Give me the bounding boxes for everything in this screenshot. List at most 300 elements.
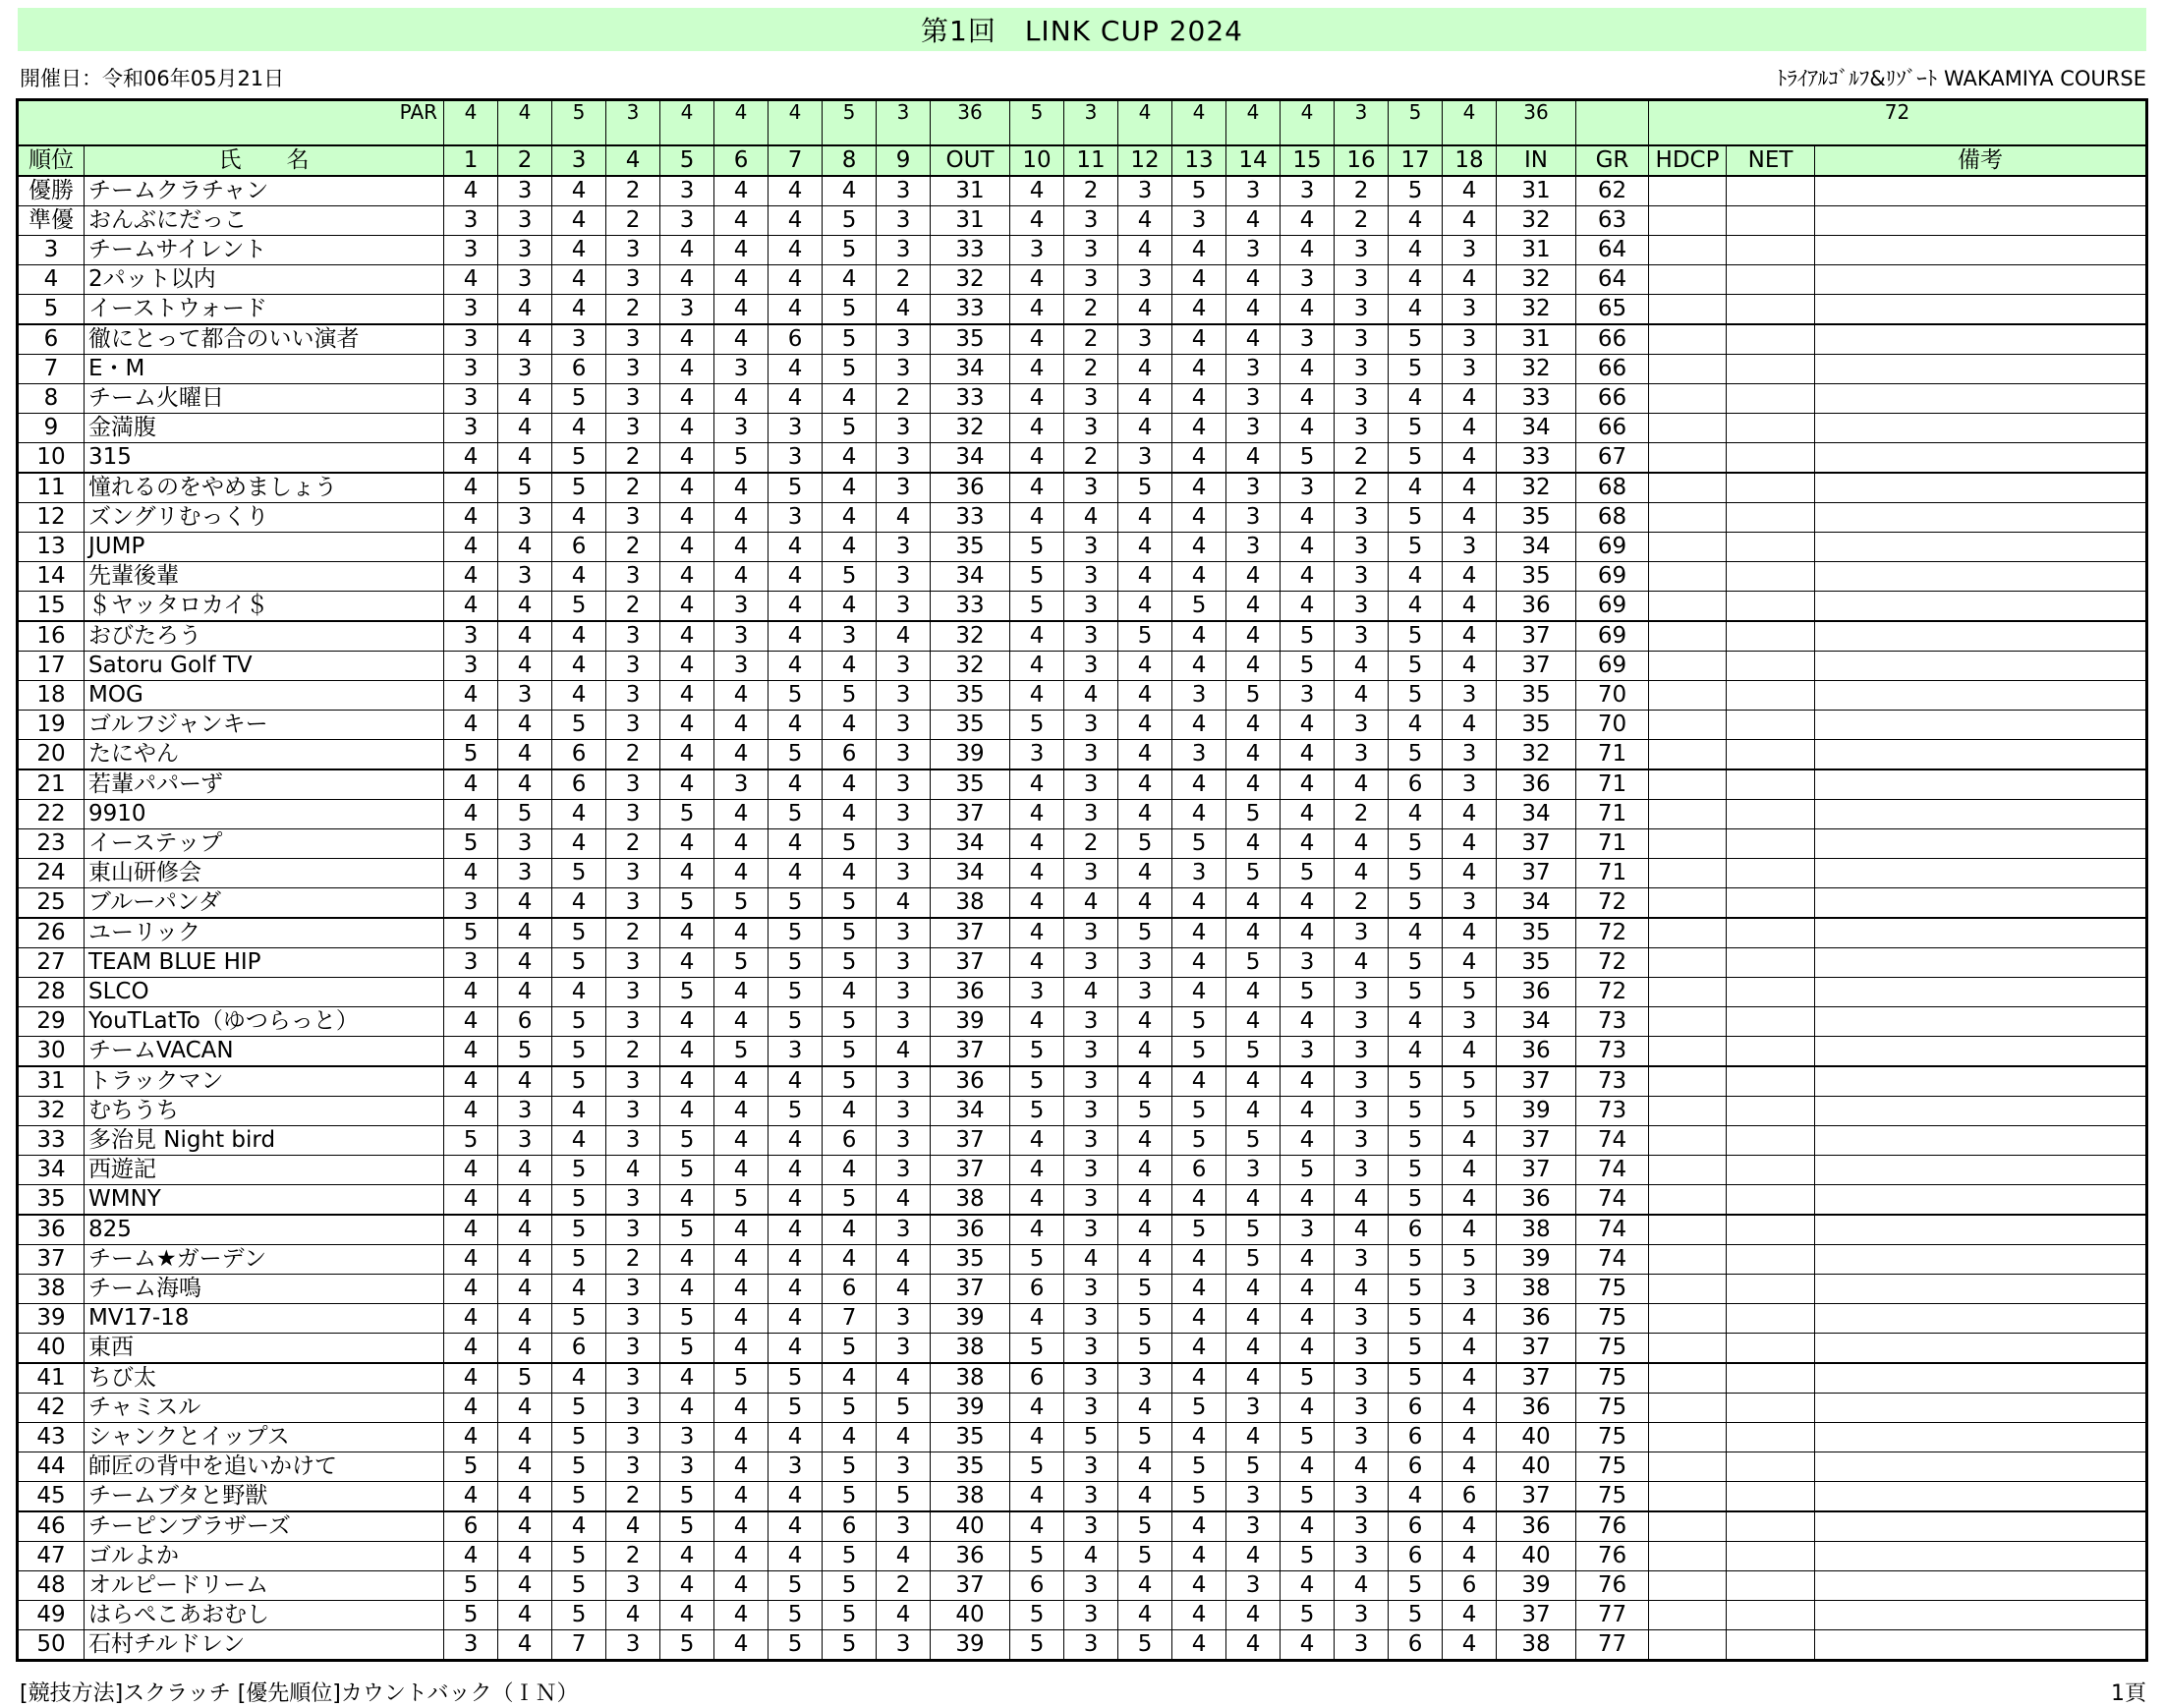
hole-score: 4	[714, 1304, 769, 1334]
hole-score: 5	[1172, 829, 1226, 859]
hole-score: 3	[877, 1215, 931, 1245]
hole-score: 3	[1226, 1511, 1281, 1542]
gross-total: 66	[1576, 355, 1649, 384]
rank-cell: 4	[18, 265, 85, 295]
out-total: 35	[931, 533, 1010, 562]
hole-score: 3	[1064, 769, 1118, 800]
hole-score: 4	[877, 888, 931, 919]
rank-cell: 34	[18, 1156, 85, 1185]
hole-score: 5	[1389, 1156, 1443, 1185]
hole-score: 5	[877, 1482, 931, 1512]
name-cell: ブルーパンダ	[85, 888, 444, 919]
hole-score: 3	[1064, 1066, 1118, 1097]
net-cell	[1727, 265, 1815, 295]
hole-score: 5	[1010, 533, 1064, 562]
hole-score: 4	[1064, 503, 1118, 533]
hdcp-cell	[1649, 176, 1727, 206]
in-total: 35	[1497, 681, 1576, 711]
par-hole-4: 3	[606, 100, 660, 146]
net-cell	[1727, 1482, 1815, 1512]
hole-score: 3	[606, 800, 660, 829]
note-cell	[1815, 1363, 2147, 1394]
out-total: 40	[931, 1511, 1010, 1542]
hole-score: 5	[660, 888, 714, 919]
hole-score: 4	[1172, 948, 1226, 978]
hole-score: 3	[444, 324, 498, 355]
hole-score: 3	[1064, 1363, 1118, 1394]
out-total: 40	[931, 1601, 1010, 1630]
hole-score: 4	[660, 1542, 714, 1571]
score-table	[16, 98, 2148, 1662]
hole-score: 5	[1281, 1156, 1335, 1185]
hole-score: 5	[1172, 1215, 1226, 1245]
hole-score: 3	[444, 888, 498, 919]
out-total: 33	[931, 295, 1010, 325]
hole-score: 3	[1335, 1334, 1389, 1364]
hole-score: 4	[714, 176, 769, 206]
hole-score: 4	[1281, 592, 1335, 622]
hole-score: 3	[1443, 740, 1497, 770]
hole-score: 5	[552, 1185, 606, 1216]
note-cell	[1815, 533, 2147, 562]
hole-score: 5	[1389, 176, 1443, 206]
hole-score: 6	[769, 324, 823, 355]
table-row	[18, 740, 2147, 770]
hole-score: 4	[1064, 1542, 1118, 1571]
table-row	[18, 1156, 2147, 1185]
gross-total: 63	[1576, 206, 1649, 236]
rank-cell: 49	[18, 1601, 85, 1630]
hole-score: 4	[1172, 769, 1226, 800]
hole-score: 3	[1281, 176, 1335, 206]
out-total: 32	[931, 414, 1010, 443]
hole-score: 4	[1443, 206, 1497, 236]
name-cell: TEAM BLUE HIP	[85, 948, 444, 978]
hole-score: 5	[1389, 888, 1443, 919]
table-row	[18, 443, 2147, 474]
hole-score: 4	[1172, 384, 1226, 414]
hole-score: 3	[444, 1630, 498, 1661]
hole-score: 3	[606, 236, 660, 265]
hole-score: 4	[1226, 740, 1281, 770]
in-total: 37	[1497, 1601, 1576, 1630]
note-cell	[1815, 1571, 2147, 1601]
hole-score: 3	[1335, 384, 1389, 414]
hole-score: 3	[498, 829, 552, 859]
hole-score: 3	[660, 176, 714, 206]
hole-score: 3	[877, 740, 931, 770]
hole-score: 5	[1010, 1452, 1064, 1482]
hole-score: 3	[1064, 562, 1118, 592]
rank-cell: 15	[18, 592, 85, 622]
hole-score: 3	[606, 769, 660, 800]
hole-score: 3	[1118, 324, 1172, 355]
hole-score: 4	[444, 562, 498, 592]
hole-score: 5	[444, 829, 498, 859]
hole-score: 4	[769, 1334, 823, 1364]
hole-score: 4	[1118, 1245, 1172, 1275]
hole-score: 6	[1389, 1423, 1443, 1452]
hole-score: 2	[606, 1482, 660, 1512]
gross-total: 75	[1576, 1363, 1649, 1394]
hole-score: 4	[1172, 1423, 1226, 1452]
hole-score: 4	[1010, 621, 1064, 652]
net-cell	[1727, 1304, 1815, 1334]
hole-score: 4	[444, 1007, 498, 1037]
hole-score: 5	[1389, 1245, 1443, 1275]
table-row	[18, 859, 2147, 888]
hole-score: 4	[1226, 1542, 1281, 1571]
hole-score: 4	[1281, 711, 1335, 740]
gross-total: 75	[1576, 1304, 1649, 1334]
hole-score: 5	[1172, 1007, 1226, 1037]
hole-score: 4	[823, 265, 877, 295]
hole-score: 5	[1226, 800, 1281, 829]
hole-score: 5	[444, 1571, 498, 1601]
hole-score: 4	[1281, 740, 1335, 770]
hole-score: 5	[552, 443, 606, 474]
hole-score: 3	[1118, 265, 1172, 295]
hole-score: 4	[1281, 1007, 1335, 1037]
hole-score: 3	[877, 800, 931, 829]
hole-score: 3	[1443, 295, 1497, 325]
hole-score: 3	[1226, 414, 1281, 443]
hole-score: 5	[1389, 1363, 1443, 1394]
hole-score: 4	[552, 1275, 606, 1304]
table-row	[18, 1601, 2147, 1630]
hole-score: 3	[877, 978, 931, 1007]
in-total: 34	[1497, 888, 1576, 919]
hole-score: 3	[1335, 740, 1389, 770]
hole-score: 5	[769, 1394, 823, 1423]
hole-score: 2	[606, 740, 660, 770]
hole-score: 4	[1118, 206, 1172, 236]
hole-score: 4	[877, 1275, 931, 1304]
hole-score: 4	[1443, 384, 1497, 414]
hole-score: 3	[1064, 1097, 1118, 1126]
hole-score: 5	[552, 859, 606, 888]
hole-score: 3	[1064, 1007, 1118, 1037]
in-total: 36	[1497, 1511, 1576, 1542]
table-row	[18, 681, 2147, 711]
hole-score: 4	[552, 265, 606, 295]
hole-score: 4	[769, 1245, 823, 1275]
hole-score: 3	[877, 711, 931, 740]
hole-score: 4	[769, 1275, 823, 1304]
gross-total: 75	[1576, 1482, 1649, 1512]
hole-score: 3	[1064, 1571, 1118, 1601]
hdcp-cell	[1649, 414, 1727, 443]
hole-score: 4	[1281, 1394, 1335, 1423]
hole-score: 3	[498, 265, 552, 295]
hole-score: 3	[1064, 473, 1118, 503]
hdcp-cell	[1649, 592, 1727, 622]
hole-score: 4	[660, 681, 714, 711]
hole-score: 3	[1064, 1334, 1118, 1364]
par-hole-3: 5	[552, 100, 606, 146]
hole-score: 2	[1064, 176, 1118, 206]
hole-score: 5	[1226, 948, 1281, 978]
hole-score: 4	[769, 1304, 823, 1334]
hole-score: 4	[498, 978, 552, 1007]
hole-score: 4	[444, 1304, 498, 1334]
hole-score: 3	[769, 1037, 823, 1067]
hole-score: 4	[714, 503, 769, 533]
hole-score: 4	[1010, 265, 1064, 295]
hdcp-cell	[1649, 206, 1727, 236]
rank-cell: 26	[18, 918, 85, 948]
hole-score: 5	[823, 918, 877, 948]
gross-total: 76	[1576, 1542, 1649, 1571]
gross-total: 69	[1576, 592, 1649, 622]
net-cell	[1727, 1571, 1815, 1601]
in-total: 35	[1497, 948, 1576, 978]
gross-total: 73	[1576, 1097, 1649, 1126]
hole-score: 4	[877, 621, 931, 652]
hole-score: 4	[1226, 324, 1281, 355]
rank-cell: 50	[18, 1630, 85, 1661]
hole-score: 4	[714, 206, 769, 236]
hole-score: 5	[444, 1601, 498, 1630]
rank-cell: 33	[18, 1126, 85, 1156]
hole-score: 4	[660, 859, 714, 888]
table-row	[18, 1097, 2147, 1126]
hole-score: 3	[1335, 236, 1389, 265]
hole-score: 4	[444, 265, 498, 295]
hole-score: 3	[1064, 1482, 1118, 1512]
hole-score: 4	[1281, 1571, 1335, 1601]
hdcp-cell	[1649, 652, 1727, 681]
hole-score: 3	[1335, 711, 1389, 740]
hole-score: 3	[1064, 1304, 1118, 1334]
hole-score: 4	[1172, 1571, 1226, 1601]
table-row	[18, 592, 2147, 622]
hole-score: 4	[660, 1363, 714, 1394]
hole-score: 3	[877, 533, 931, 562]
rank-cell: 24	[18, 859, 85, 888]
hole-score: 4	[444, 859, 498, 888]
hole-score: 3	[1118, 443, 1172, 474]
net-cell	[1727, 1097, 1815, 1126]
hole-score: 3	[1443, 1275, 1497, 1304]
hole-score: 3	[1064, 859, 1118, 888]
hole-score: 4	[1443, 1542, 1497, 1571]
gross-total: 72	[1576, 978, 1649, 1007]
rank-cell: 17	[18, 652, 85, 681]
hole-score: 5	[1281, 978, 1335, 1007]
hole-score: 3	[1335, 1394, 1389, 1423]
hole-score: 4	[823, 176, 877, 206]
hole-score: 4	[1118, 1037, 1172, 1067]
hole-score: 4	[769, 769, 823, 800]
table-row	[18, 1304, 2147, 1334]
header-hole-10: 10	[1010, 145, 1064, 176]
hole-score: 4	[1281, 829, 1335, 859]
hole-score: 3	[1281, 473, 1335, 503]
hole-score: 4	[552, 888, 606, 919]
par-hole-7: 4	[769, 100, 823, 146]
note-cell	[1815, 1007, 2147, 1037]
page-number: 1頁	[2111, 1681, 2146, 1706]
hole-score: 3	[1010, 236, 1064, 265]
hole-score: 4	[1172, 562, 1226, 592]
hole-score: 4	[1010, 1007, 1064, 1037]
gross-total: 62	[1576, 176, 1649, 206]
hole-score: 2	[606, 1037, 660, 1067]
hole-score: 3	[1443, 888, 1497, 919]
out-total: 34	[931, 562, 1010, 592]
hole-score: 4	[1010, 888, 1064, 919]
hole-score: 6	[1443, 1571, 1497, 1601]
hole-score: 4	[498, 1304, 552, 1334]
net-cell	[1727, 1275, 1815, 1304]
out-total: 36	[931, 473, 1010, 503]
hole-score: 4	[660, 769, 714, 800]
hole-score: 4	[1281, 533, 1335, 562]
hole-score: 3	[606, 948, 660, 978]
hole-score: 4	[1172, 1363, 1226, 1394]
rank-cell: 46	[18, 1511, 85, 1542]
hole-score: 5	[769, 948, 823, 978]
hole-score: 3	[606, 652, 660, 681]
hole-score: 4	[1172, 533, 1226, 562]
hole-score: 4	[1226, 769, 1281, 800]
hole-score: 4	[1118, 1482, 1172, 1512]
hole-score: 4	[498, 888, 552, 919]
note-cell	[1815, 1245, 2147, 1275]
name-cell: ゴルよか	[85, 1542, 444, 1571]
hole-score: 4	[552, 681, 606, 711]
net-cell	[1727, 1630, 1815, 1661]
in-total: 36	[1497, 769, 1576, 800]
note-cell	[1815, 948, 2147, 978]
hole-score: 4	[660, 1601, 714, 1630]
hole-score: 4	[498, 1066, 552, 1097]
hdcp-cell	[1649, 443, 1727, 474]
hole-score: 4	[769, 1482, 823, 1512]
hole-score: 4	[714, 711, 769, 740]
hole-score: 3	[714, 592, 769, 622]
note-cell	[1815, 176, 2147, 206]
hole-score: 4	[1118, 711, 1172, 740]
net-cell	[1727, 1156, 1815, 1185]
hole-score: 4	[660, 414, 714, 443]
header-name: 氏 名	[85, 145, 444, 176]
hole-score: 3	[1281, 681, 1335, 711]
par-hole-6: 4	[714, 100, 769, 146]
in-total: 37	[1497, 1363, 1576, 1394]
hole-score: 4	[769, 355, 823, 384]
hole-score: 3	[877, 918, 931, 948]
hole-score: 4	[444, 1066, 498, 1097]
hole-score: 4	[1118, 1394, 1172, 1423]
hole-score: 4	[498, 1156, 552, 1185]
hole-score: 3	[606, 1185, 660, 1216]
header-gross: GR	[1576, 145, 1649, 176]
hole-score: 4	[1226, 1185, 1281, 1216]
hole-score: 3	[1335, 1601, 1389, 1630]
hole-score: 4	[444, 592, 498, 622]
in-total: 37	[1497, 1066, 1576, 1097]
name-cell: 若輩パパーず	[85, 769, 444, 800]
hole-score: 3	[877, 443, 931, 474]
hole-score: 3	[1443, 324, 1497, 355]
hole-score: 5	[1118, 1511, 1172, 1542]
hdcp-cell	[1649, 888, 1727, 919]
hole-score: 3	[877, 859, 931, 888]
name-cell: おんぶにだっこ	[85, 206, 444, 236]
hole-score: 3	[1226, 384, 1281, 414]
hole-score: 5	[1010, 1630, 1064, 1661]
name-cell: MV17-18	[85, 1304, 444, 1334]
name-cell: オルピードリーム	[85, 1571, 444, 1601]
hdcp-cell	[1649, 1215, 1727, 1245]
rank-cell: 準優	[18, 206, 85, 236]
hole-score: 3	[1335, 1630, 1389, 1661]
in-total: 39	[1497, 1245, 1576, 1275]
gross-total: 74	[1576, 1156, 1649, 1185]
header-out: OUT	[931, 145, 1010, 176]
hole-score: 3	[1281, 948, 1335, 978]
note-cell	[1815, 1452, 2147, 1482]
net-cell	[1727, 414, 1815, 443]
hole-score: 2	[606, 206, 660, 236]
hole-score: 4	[1443, 1394, 1497, 1423]
net-cell	[1727, 1601, 1815, 1630]
net-cell	[1727, 1334, 1815, 1364]
gross-total: 74	[1576, 1215, 1649, 1245]
out-total: 36	[931, 1066, 1010, 1097]
hole-score: 5	[1010, 1066, 1064, 1097]
hole-score: 3	[1064, 740, 1118, 770]
hole-score: 4	[660, 829, 714, 859]
hole-score: 3	[1226, 503, 1281, 533]
hole-score: 5	[1172, 1394, 1226, 1423]
out-total: 35	[931, 769, 1010, 800]
hole-score: 5	[1389, 652, 1443, 681]
in-total: 37	[1497, 829, 1576, 859]
hole-score: 4	[769, 829, 823, 859]
hole-score: 3	[498, 562, 552, 592]
hdcp-cell	[1649, 1423, 1727, 1452]
hole-score: 4	[823, 978, 877, 1007]
hole-score: 6	[552, 740, 606, 770]
hole-score: 4	[444, 1245, 498, 1275]
name-cell: チームVACAN	[85, 1037, 444, 1067]
rank-cell: 6	[18, 324, 85, 355]
hole-score: 4	[660, 1245, 714, 1275]
hole-score: 4	[1281, 1185, 1335, 1216]
hole-score: 3	[1335, 592, 1389, 622]
hole-score: 4	[823, 384, 877, 414]
hole-score: 4	[1226, 1363, 1281, 1394]
note-cell	[1815, 355, 2147, 384]
header-hole-14: 14	[1226, 145, 1281, 176]
net-cell	[1727, 443, 1815, 474]
hole-score: 5	[552, 1482, 606, 1512]
hole-score: 4	[1226, 711, 1281, 740]
hole-score: 4	[1281, 1126, 1335, 1156]
in-total: 39	[1497, 1571, 1576, 1601]
hole-score: 5	[1443, 1245, 1497, 1275]
hole-score: 4	[1226, 265, 1281, 295]
hole-score: 3	[1064, 414, 1118, 443]
in-total: 37	[1497, 1482, 1576, 1512]
hole-score: 4	[823, 1156, 877, 1185]
rank-cell: 44	[18, 1452, 85, 1482]
hole-score: 3	[1118, 176, 1172, 206]
header-hole-7: 7	[769, 145, 823, 176]
